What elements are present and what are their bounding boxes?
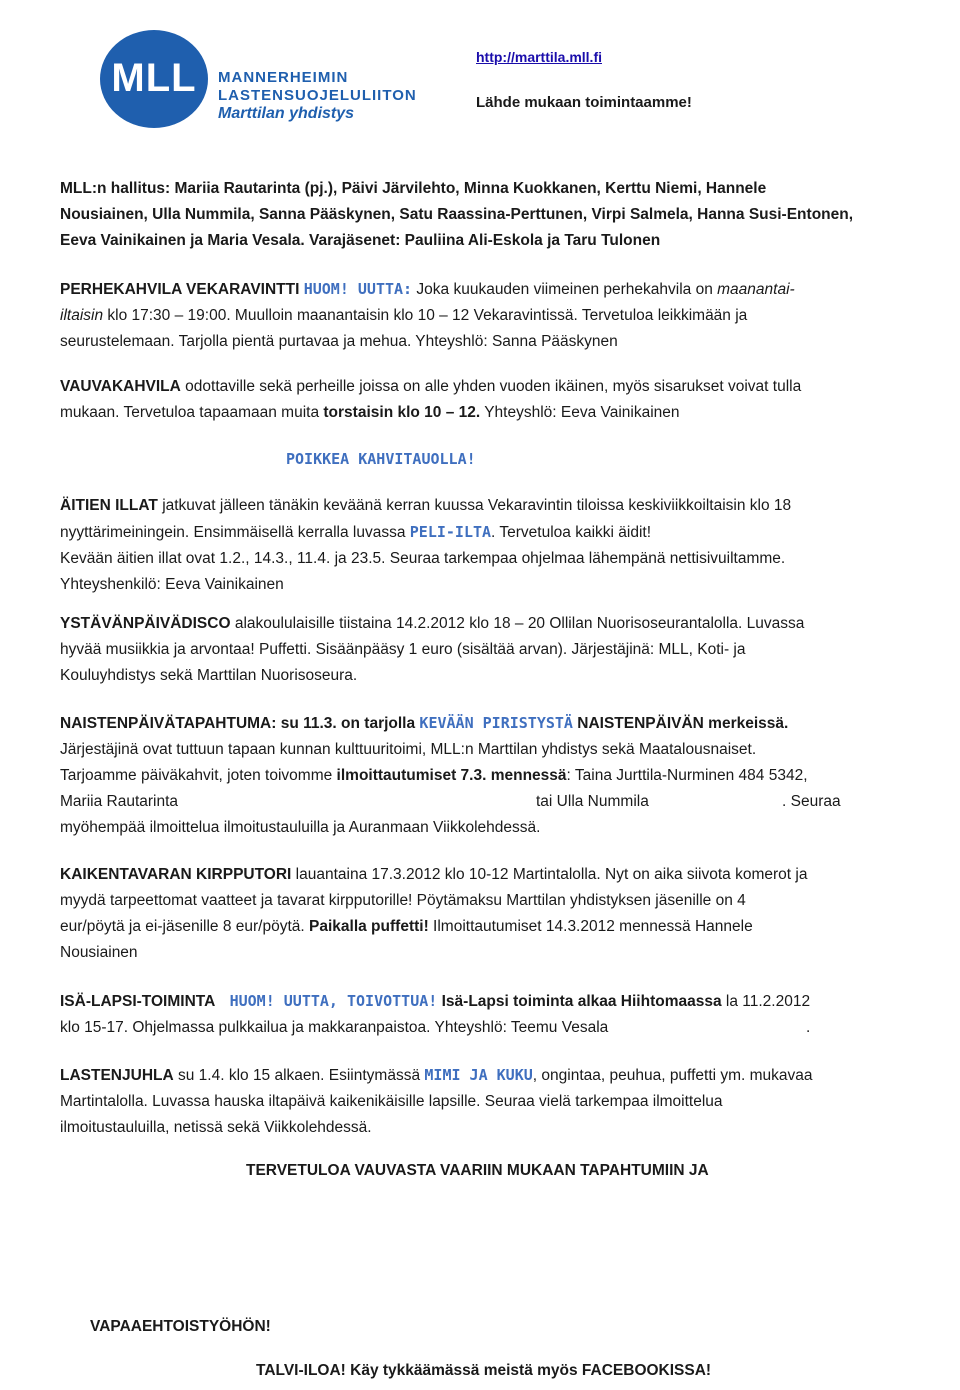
board-section <box>60 176 910 254</box>
kirpputori-text-4: Nousiainen <box>60 944 138 961</box>
naistenpaiva-text-2b: ilmoittautumiset 7.3. mennessä <box>336 767 567 784</box>
disco-text-1: alakoululaisille tiistaina 14.2.2012 klo 18 – 20 Ollilan Nuorisoseurantalolla. Luvassa <box>234 615 805 632</box>
kirpputori-title: KAIKENTAVARAN KIRPPUTORI <box>60 866 292 883</box>
perhekahvila-text-2-italic: iltaisin <box>60 307 104 324</box>
lastenjuhla-title: LASTENJUHLA <box>60 1067 174 1084</box>
footer-facebook: TALVI-ILOA! Käy tykkäämässä meistä myös FACEBOOKISSA! <box>256 1362 712 1379</box>
disco-text-3: Kouluyhdistys sekä Marttilan Nuorisoseura. <box>60 667 358 684</box>
isa-lapsi-tag: HUOM! UUTTA, TOIVOTTUA! <box>229 992 438 1010</box>
naistenpaiva-highlight: KEVÄÄN PIRISTYSTÄ <box>419 714 573 732</box>
vauvakahvila-text-1: odottaville sekä perheille joissa on alle yhden vuoden ikäinen, myös sisarukset voivat tulla <box>185 378 802 395</box>
website-link[interactable]: http://marttila.mll.fi <box>476 49 602 65</box>
isa-lapsi-text-2: klo 15-17. Ohjelmassa pulkkailua ja makkaranpaistoa. Yhteyshlö: Teemu Vesala <box>60 1019 609 1036</box>
vauvakahvila-title: VAUVAKAHVILA <box>60 378 181 395</box>
vauvakahvila-notice: POIKKEA KAHVITAUOLLA! <box>286 450 476 468</box>
vauvakahvila-text-2b: torstaisin klo 10 – 12. <box>323 404 481 421</box>
join-text: Lähde mukaan toimintaamme! <box>476 94 692 111</box>
footer-welcome: TERVETULOA VAUVASTA VAARIIN MUKAAN TAPAHTUMIIN JA <box>246 1162 709 1179</box>
board-line-2: Nousiainen, Ulla Nummila, Sanna Pääskynen, Satu Raassina-Perttunen, Virpi Salmela, Hanna Susi-Entonen, <box>60 206 854 223</box>
naistenpaiva-section <box>60 710 910 841</box>
logo-line-2: LASTENSUOJELULIITON <box>218 87 417 104</box>
naistenpaiva-text-1: Järjestäjinä ovat tuttuun tapaan kunnan kulttuuritoimi, MLL:n Marttilan yhdistys sekä Maatalousnaiset. <box>60 741 757 758</box>
vauvakahvila-text-2c: Yhteyshlö: Eeva Vainikainen <box>484 404 680 421</box>
perhekahvila-text-1-italic: maanantai- <box>717 281 795 298</box>
perhekahvila-title: PERHEKAHVILA VEKARAVINTTI <box>60 281 300 298</box>
perhekahvila-text-3: seurustelemaan. Tarjolla pientä purtavaa ja mehua. Yhteyshlö: Sanna Pääskynen <box>60 333 618 350</box>
isa-lapsi-text-1b: la 11.2.2012 <box>725 993 811 1010</box>
kirpputori-text-3c: Ilmoittautumiset 14.3.2012 mennessä Hannele <box>433 918 753 935</box>
perhekahvila-text-2: klo 17:30 – 19:00. Muulloin maanantaisin klo 10 – 12 Vekaravintissä. Tervetuloa leikkimään ja <box>107 307 748 324</box>
aitien-illat-text-3: Kevään äitien illat ovat 1.2., 14.3., 11.4. ja 23.5. Seuraa tarkempaa ohjelmaa lähempänä nettisivuiltamme. <box>60 550 786 567</box>
naistenpaiva-text-2c: : Taina Jurttila-Nurminen 484 5342, <box>566 767 808 784</box>
kirpputori-text-3b: Paikalla puffetti! <box>309 918 429 935</box>
vauvakahvila-section <box>60 374 910 426</box>
isa-lapsi-text-2-end: . <box>806 1019 811 1036</box>
aitien-illat-text-1: jatkuvat jälleen tänäkin keväänä kerran kuussa Vekaravintin tiloissa keskiviikkoiltaisin klo 18 <box>162 497 792 514</box>
board-line-3: Eeva Vainikainen ja Maria Vesala. <box>60 232 305 249</box>
naistenpaiva-contact-2: tai Ulla Nummila <box>536 793 649 810</box>
isa-lapsi-title: ISÄ-LAPSI-TOIMINTA <box>60 993 216 1010</box>
logo-line-1: MANNERHEIMIN <box>218 69 349 86</box>
lastenjuhla-text-3: ilmoitustauluilla, netissä sekä Viikkolehdessä. <box>60 1119 372 1136</box>
perhekahvila-text-1: Joka kuukauden viimeinen perhekahvila on <box>416 281 713 298</box>
isa-lapsi-text-1a: Isä-Lapsi toiminta alkaa Hiihtomaassa <box>441 993 722 1010</box>
naistenpaiva-title-2: NAISTENPÄIVÄN merkeissä. <box>577 715 789 732</box>
board-deputies: Varajäsenet: Pauliina Ali-Eskola ja Taru Tulonen <box>309 232 661 249</box>
naistenpaiva-text-4: myöhempää ilmoittelua ilmoitustauluilla ja Auranmaan Viikkolehdessä. <box>60 819 541 836</box>
lastenjuhla-text-1c: , ongintaa, peuhua, puffetti ym. mukavaa <box>532 1067 813 1084</box>
lastenjuhla-text-1a: su 1.4. klo 15 alkaen. Esiintymässä <box>177 1067 421 1084</box>
perhekahvila-new-tag: HUOM! UUTTA: <box>303 280 413 298</box>
vauvakahvila-text-2a: mukaan. Tervetuloa tapaamaan muita <box>60 404 320 421</box>
naistenpaiva-text-2a: Tarjoamme päiväkahvit, joten toivomme <box>60 767 333 784</box>
kirpputori-text-3a: eur/pöytä ja ei-jäsenille 8 eur/pöytä. <box>60 918 305 935</box>
kirpputori-text-2: myydä tarpeettomat vaatteet ja tavarat kirpputorille! Pöytämaksu Marttilan yhdistyksen jäsenille on 4 <box>60 892 746 909</box>
naistenpaiva-text-3c: . Seuraa <box>782 793 841 810</box>
mll-logo <box>100 26 430 134</box>
logo-line-3: Marttilan yhdistys <box>218 105 355 122</box>
naistenpaiva-contact-1: Mariia Rautarinta <box>60 793 179 810</box>
kirpputori-text-1: lauantaina 17.3.2012 klo 10-12 Martintalolla. Nyt on aika siivota komerot ja <box>295 866 808 883</box>
logo-abbr: MLL <box>111 56 197 100</box>
lastenjuhla-section <box>60 1062 910 1141</box>
aitien-illat-text-2a: nyyttärimeiningein. Ensimmäisellä kerralla luvassa <box>60 524 406 541</box>
aitien-illat-text-4: Yhteyshenkilö: Eeva Vainikainen <box>60 576 284 593</box>
naistenpaiva-title: NAISTENPÄIVÄTAPAHTUMA: su 11.3. on tarjolla <box>60 715 416 732</box>
aitien-illat-text-2c: . Tervetuloa kaikki äidit! <box>491 524 652 541</box>
aitien-illat-section <box>60 493 910 598</box>
board-line-3-wrap <box>60 228 910 254</box>
disco-text-2: hyvää musiikkia ja arvontaa! Puffetti. Sisäänpääsy 1 euro (sisältää arvan). Järjestäjinä: MLL, Koti- ja <box>60 641 746 658</box>
kirpputori-section <box>60 862 910 966</box>
lastenjuhla-text-2: Martintalolla. Luvassa hauska iltapäivä kaikenikäisille lapsille. Seuraa vielä tarkempaa ilmoittelua <box>60 1093 723 1110</box>
aitien-illat-title: ÄITIEN ILLAT <box>60 497 158 514</box>
disco-section <box>60 611 910 689</box>
footer-volunteer: VAPAAEHTOISTYÖHÖN! <box>90 1318 271 1335</box>
board-line-1: MLL:n hallitus: Mariia Rautarinta (pj.), Päivi Järvilehto, Minna Kuokkanen, Kerttu Niemi, Hannele <box>60 180 767 197</box>
disco-title: YSTÄVÄNPÄIVÄDISCO <box>60 615 231 632</box>
aitien-illat-peli-ilta: PELI-ILTA <box>409 523 492 541</box>
lastenjuhla-performer: MIMI JA KUKU <box>424 1066 533 1084</box>
isa-lapsi-section <box>60 988 910 1041</box>
perhekahvila-section <box>60 276 910 355</box>
